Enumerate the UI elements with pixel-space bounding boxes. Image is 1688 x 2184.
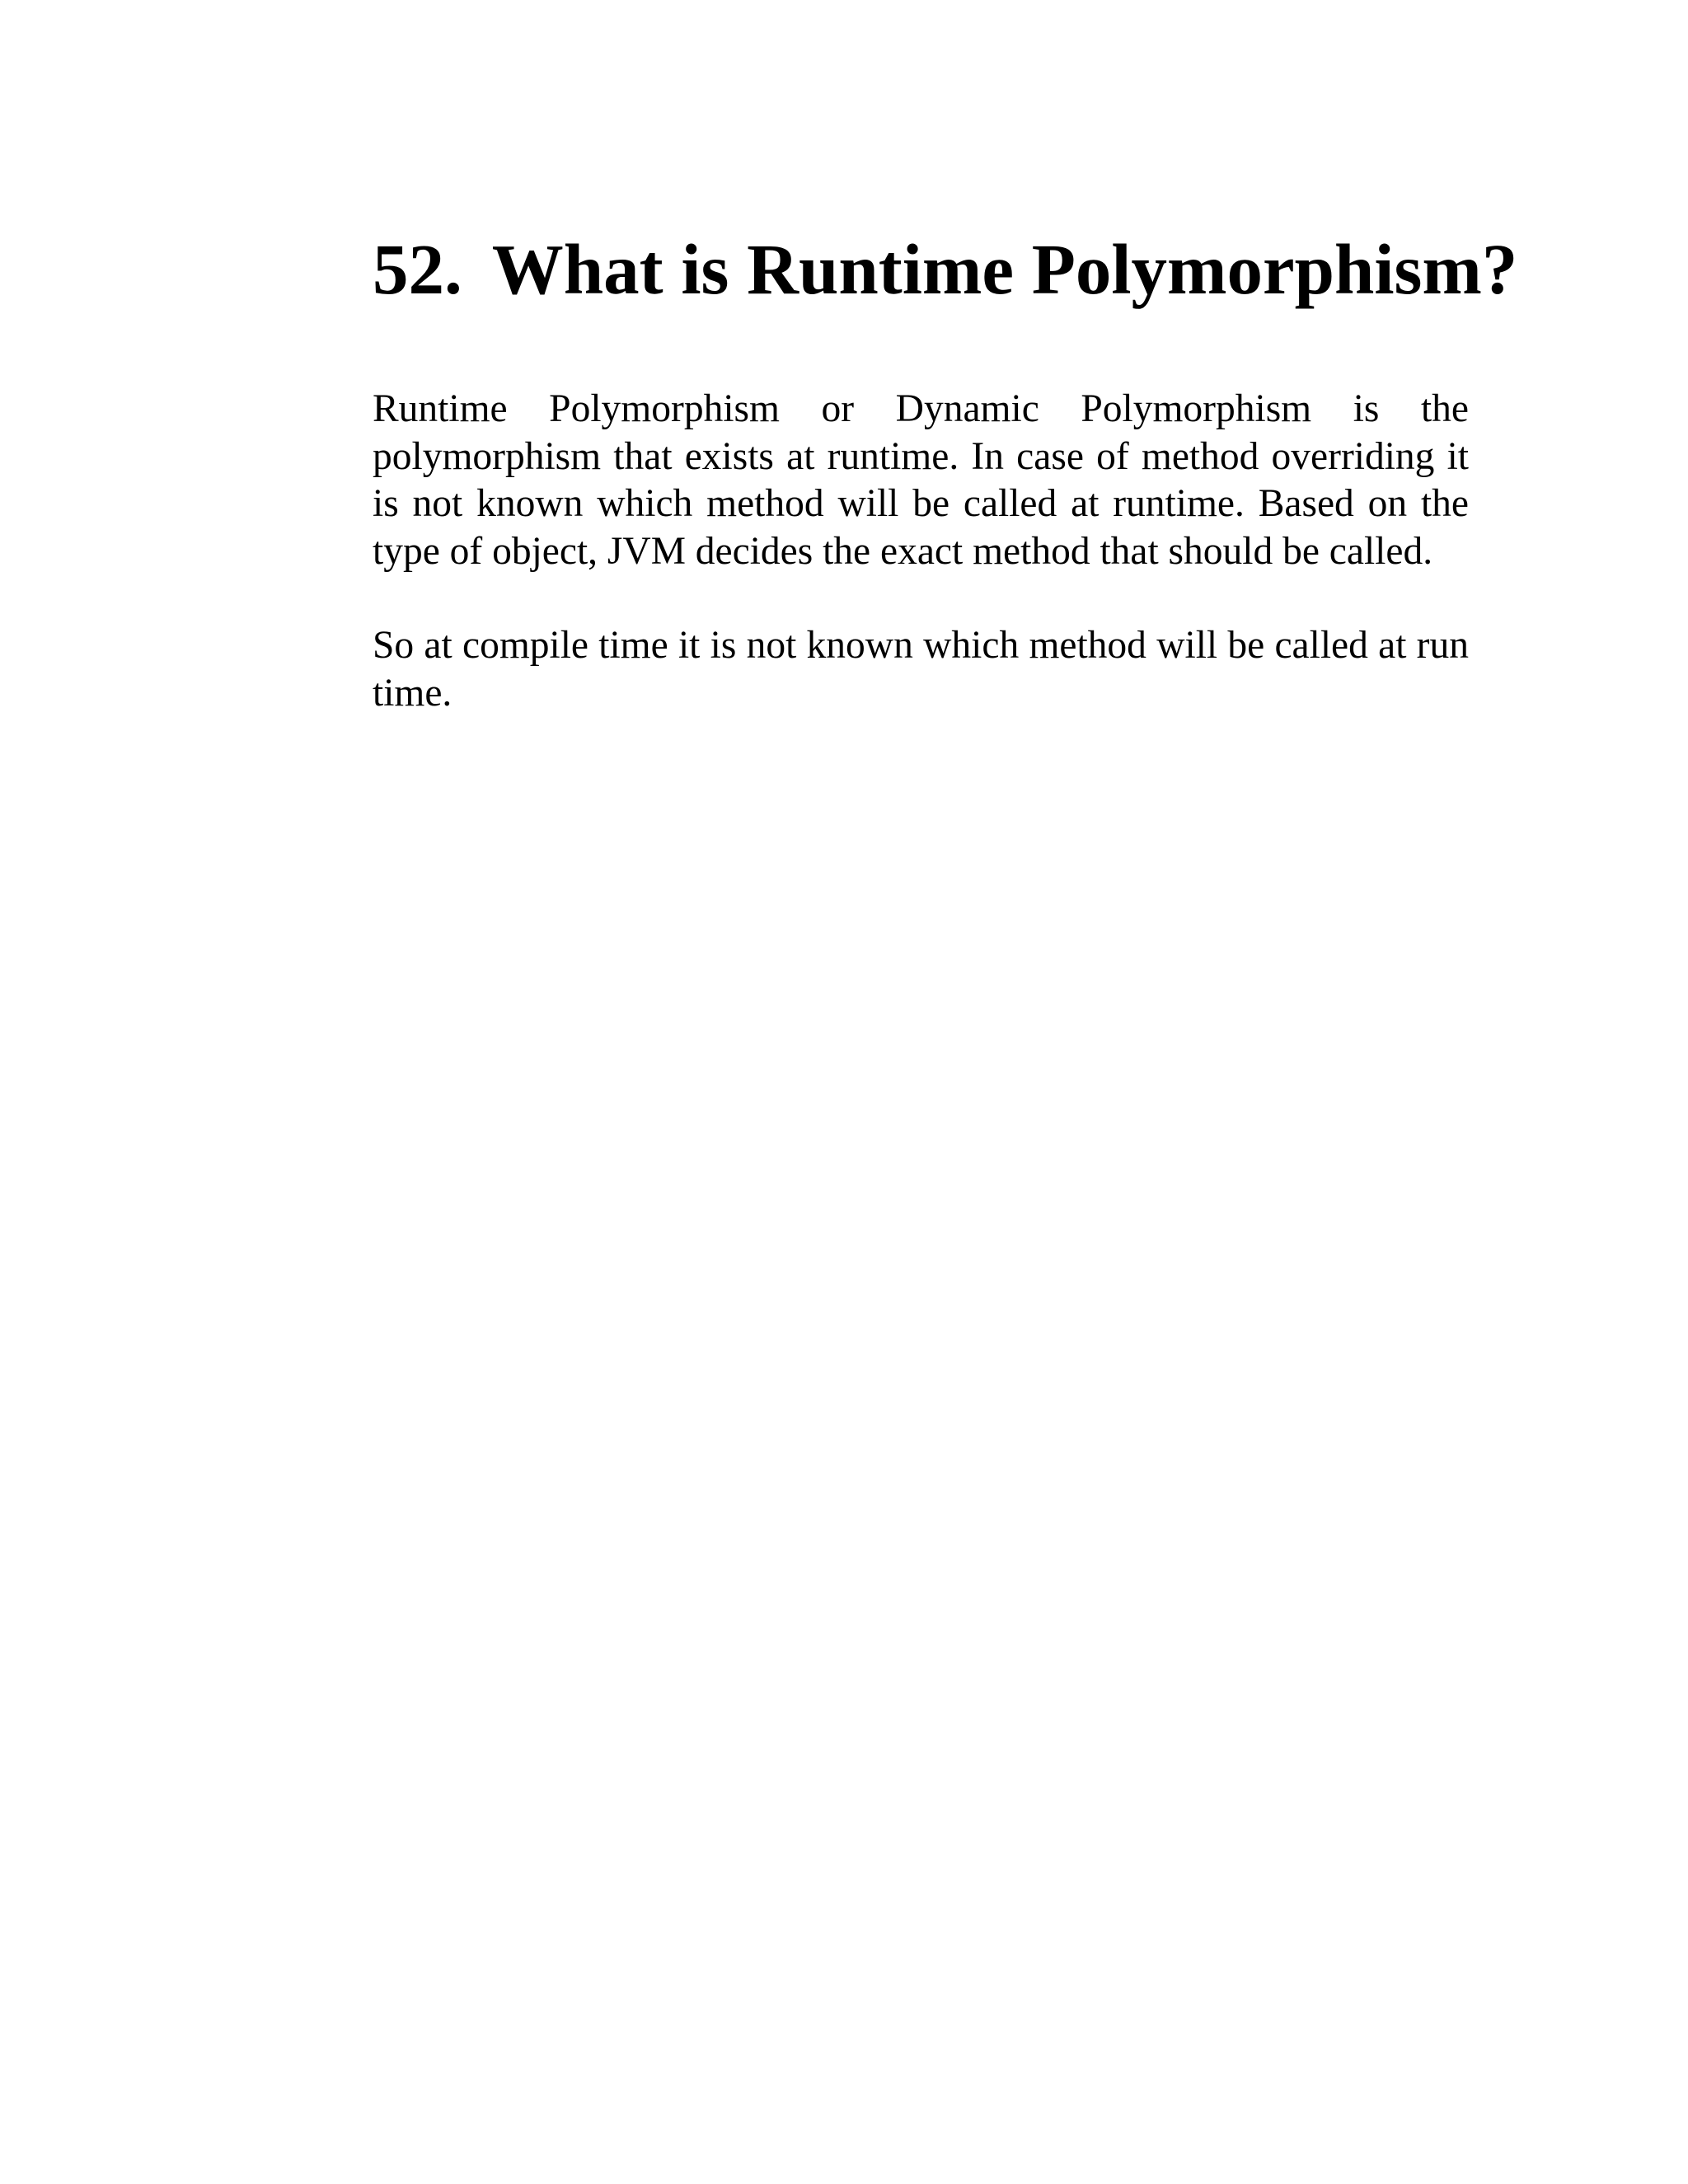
section-number: 52.: [373, 229, 462, 309]
page-content: [373, 224, 1518, 717]
paragraph-definition: Runtime Polymorphism or Dynamic Polymorphism is the polymorphism that exists at runtime. In case of method overriding it is not known which method will be called at runtime. Based on the type of object, JVM decides the exact method that should be called.: [373, 387, 1469, 573]
paragraph-compile-time: So at compile time it is not known which method will be called at run time.: [373, 624, 1469, 715]
section-title: What is Runtime Polymorphism?: [491, 229, 1518, 309]
section-heading: [373, 224, 1518, 315]
